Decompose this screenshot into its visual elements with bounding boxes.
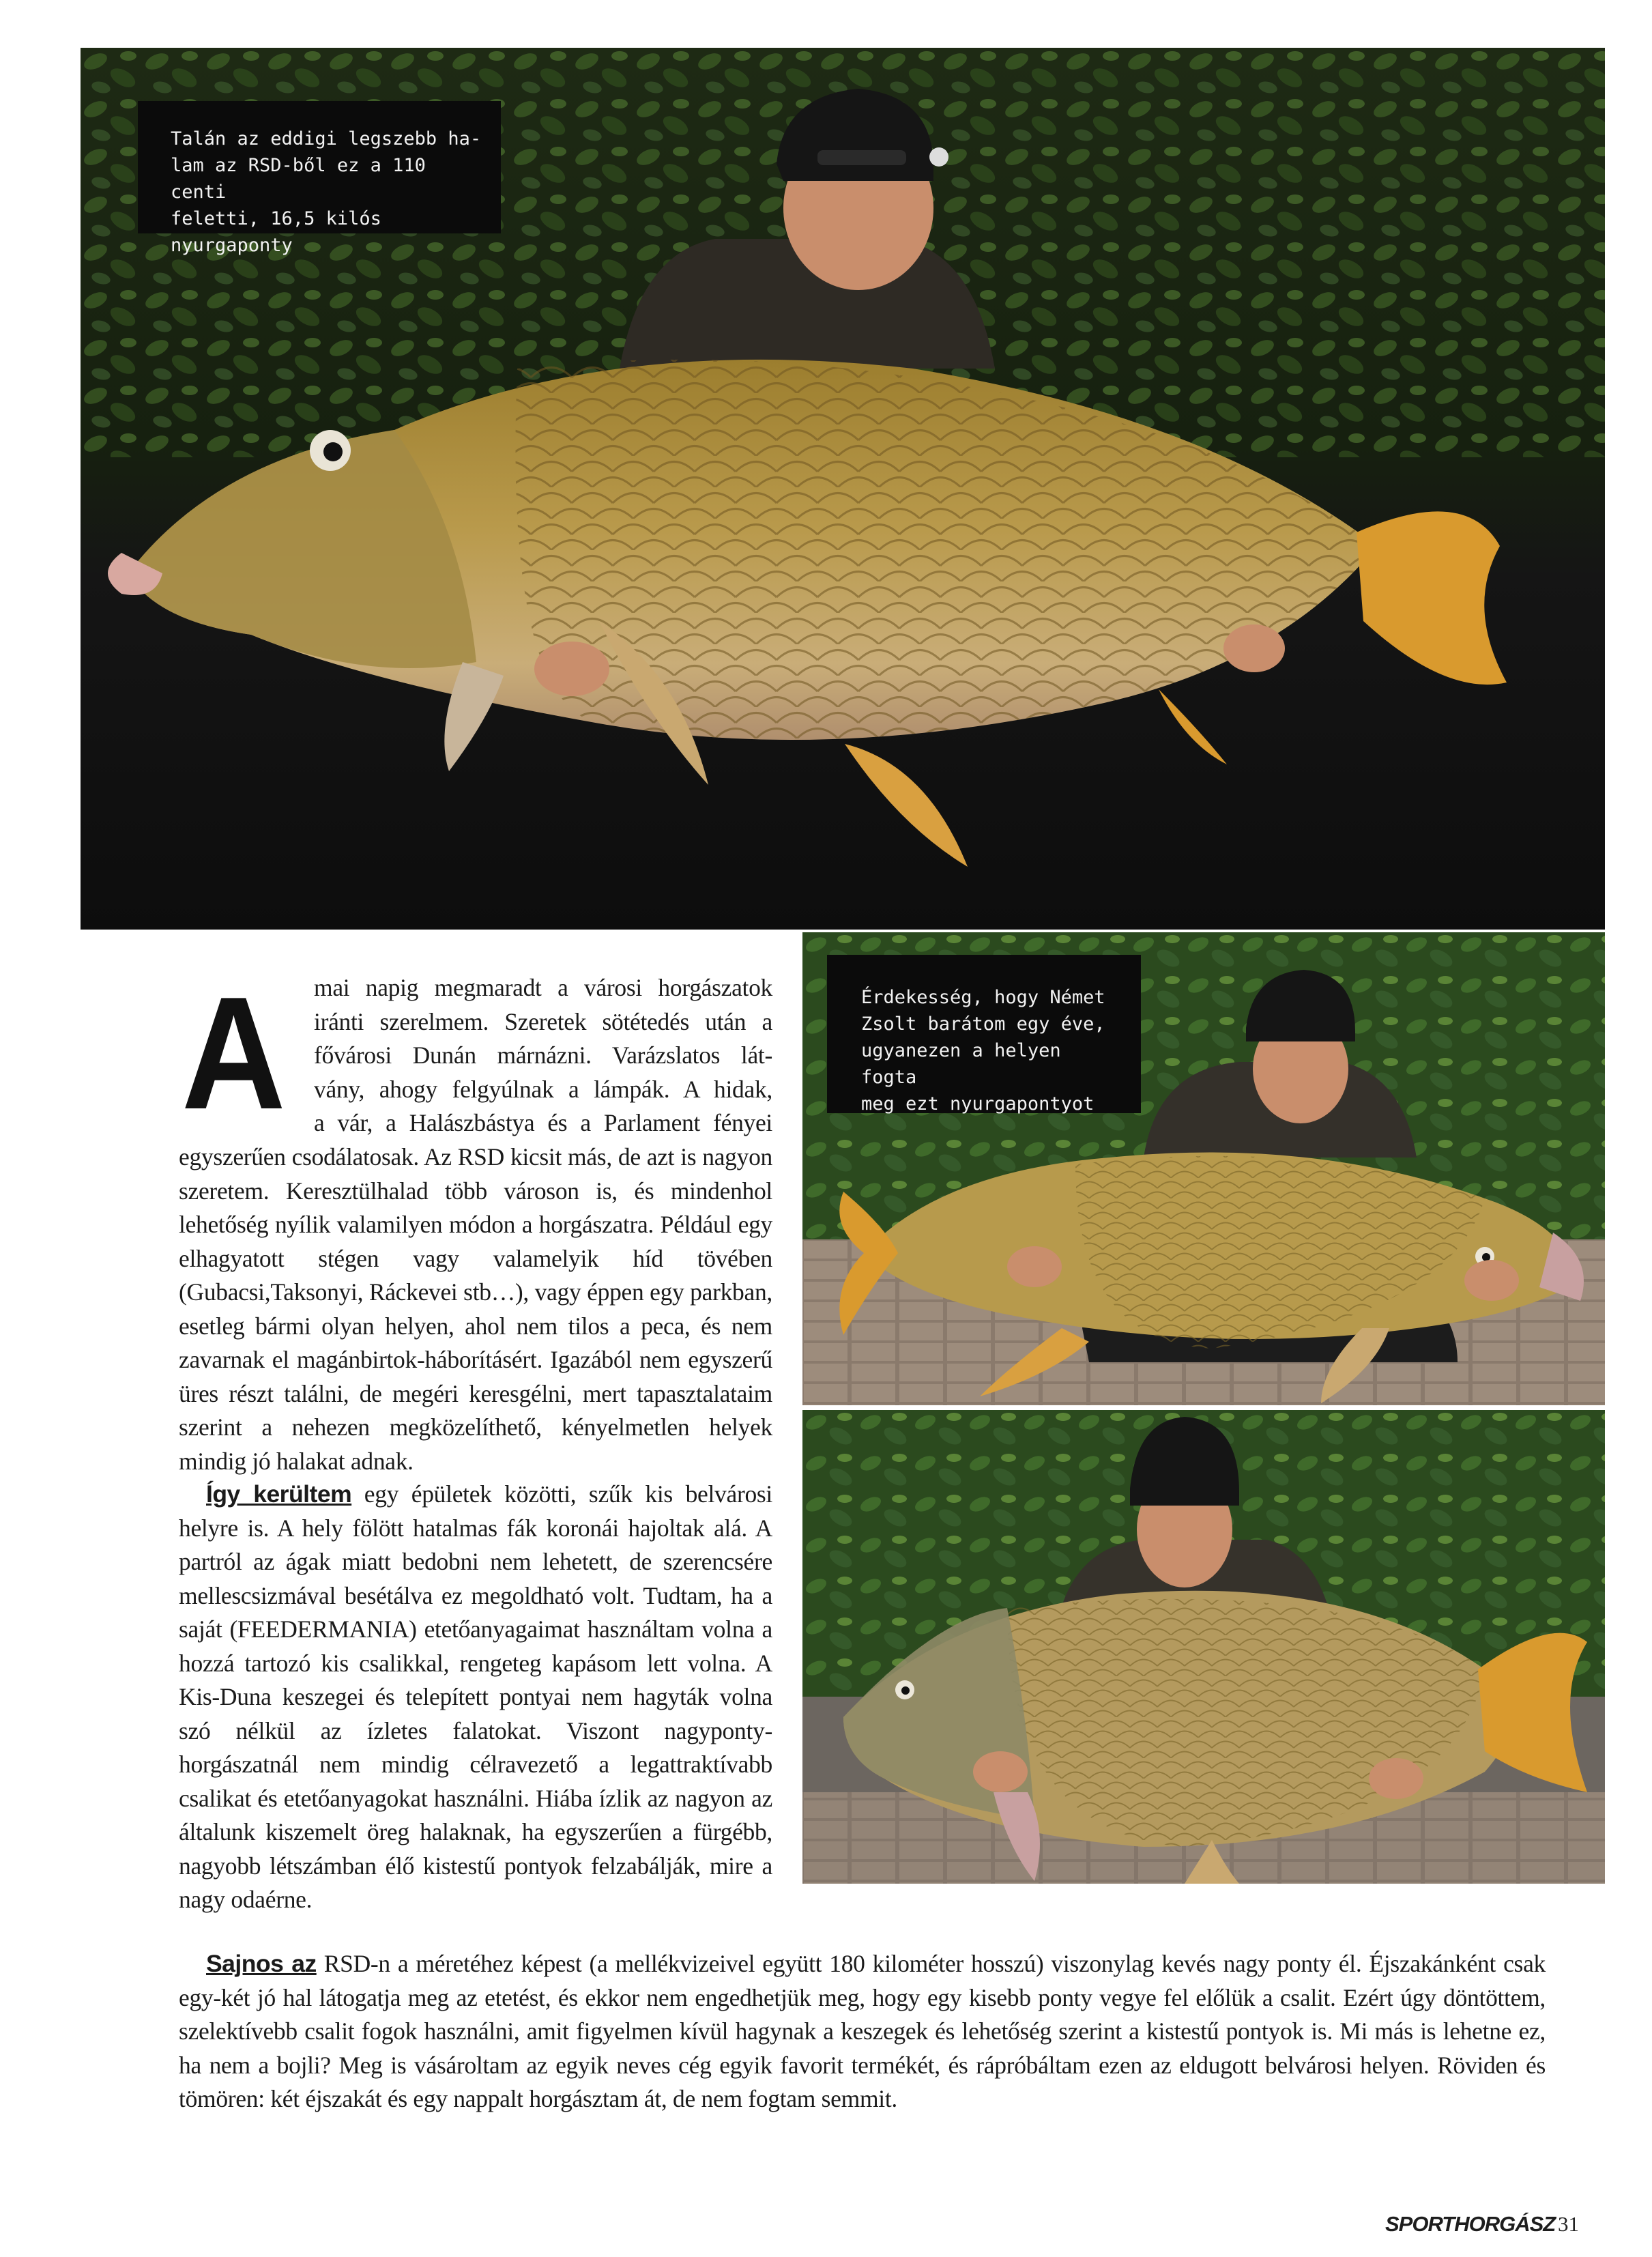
drop-cap: A bbox=[182, 963, 286, 1142]
bottom-right-carp-photo bbox=[802, 1410, 1605, 1884]
main-photo-caption: Talán az eddigi legszebb ha- lam az RSD-ből ez a 110 centi feletti, 16,5 kilós nyurgaponty bbox=[138, 101, 501, 233]
paragraph-2 bbox=[179, 1478, 772, 1917]
paragraph-3-text: RSD-n a méretéhez képest (a mellékvizeivel együtt 180 kilométer hosszú) viszonylag kevés nagy ponty él. Éjszakánként csak egy-két jó hal látogatja meg az etetést, és ekkor nem engedhetjük meg, hogy egy kisebb ponty vegye fel előlük a csalit. Ezért úgy döntöttem, szelektívebb csalit fogok használni, amit figyelmen kívül hagynak a keszegek és lehetőség szerint a kistestű pontyok is. Mi más is lehetne ez, ha nem a bojli? Meg is vásároltam az egyik neves cég egyik favorit termékét, és rápróbáltam ezen az eldugott belvárosi helyen. Röviden és tömören: két éjszakát és egy nappalt horgásztam át, de nem fogtam semmit. bbox=[179, 1950, 1546, 2112]
paragraph-1-body: egyszerűen csodálatosak. Az RSD kicsit más, de azt is nagyon szeretem. Keresztülhalad több városon is, és mindenhol lehetőség nyílik valamilyen módon a horgászatra. Például egy elhagyatott stégen vagy valamelyik híd tövében (Gubacsi,Taksonyi, Ráckevei stb…), vagy éppen egy parkban, esetleg bármi olyan helyen, ahol nem tilos a peca, és nem zavarnak el magánbirtok-háborításért. Igazából nem egyszerű üres részt találni, de megéri keresgélni, mert tapasztalataim szerint a nehezen megközelíthető, kényelmetlen helyek mindig jó halakat adnak. bbox=[179, 1143, 772, 1475]
page-number: 31 bbox=[1558, 2212, 1579, 2236]
top-right-photo-caption: Érdekesség, hogy Német Zsolt barátom egy éve, ugyanezen a helyen fogta meg ezt nyurgapontyot bbox=[827, 955, 1141, 1113]
magazine-brand: SPORTHORGÁSZ bbox=[1385, 2212, 1556, 2236]
text-line: mai napig megmaradt a városi horgászatok bbox=[314, 974, 772, 1001]
paragraph-3-lead: Sajnos az bbox=[206, 1950, 317, 1977]
paragraph-2-text: egy épületek közötti, szűk kis belvárosi helyre is. A hely fölött hatalmas fák koronái hajoltak alá. A partról az ágak miatt bedobni nem lehetett, de szerencsére mellescsizmával besétálva ez megoldható volt. Tudtam, ha a saját (FEEDERMANIA) etetőanyagaimat használtam volna a hozzá tartozó kis csalikkal, rengeteg kapásom lett volna. A Kis-Duna keszegei és telepített pontyai nem hagyták volna szó nélkül az ízletes falatokat. Viszont nagyponty-horgászatnál nem mindig célravezető a legattraktívabb csalikat és etetőanyagokat használni. Hiába ízlik az nagyon az általunk kiszemelt öreg halaknak, ha egyszerűen a fürgébb, nagyobb létszámban élő kistestű pontyok felzabálják, mire a nagy odaérne. bbox=[179, 1480, 772, 1913]
text-line: a vár, a Halászbástya és a Parlament fényei bbox=[314, 1109, 772, 1136]
text-line: fővárosi Dunán márnázni. Varázslatos lát- bbox=[314, 1041, 772, 1069]
text-line: vány, ahogy felgyúlnak a lámpák. A hidak, bbox=[314, 1075, 772, 1103]
paragraph-3 bbox=[179, 1947, 1546, 2116]
text-line: iránti szerelmem. Szeretek sötétedés után a bbox=[314, 1007, 772, 1035]
paragraph-1-top bbox=[314, 971, 772, 1140]
paragraph-2-lead: Így kerültem bbox=[206, 1480, 352, 1508]
